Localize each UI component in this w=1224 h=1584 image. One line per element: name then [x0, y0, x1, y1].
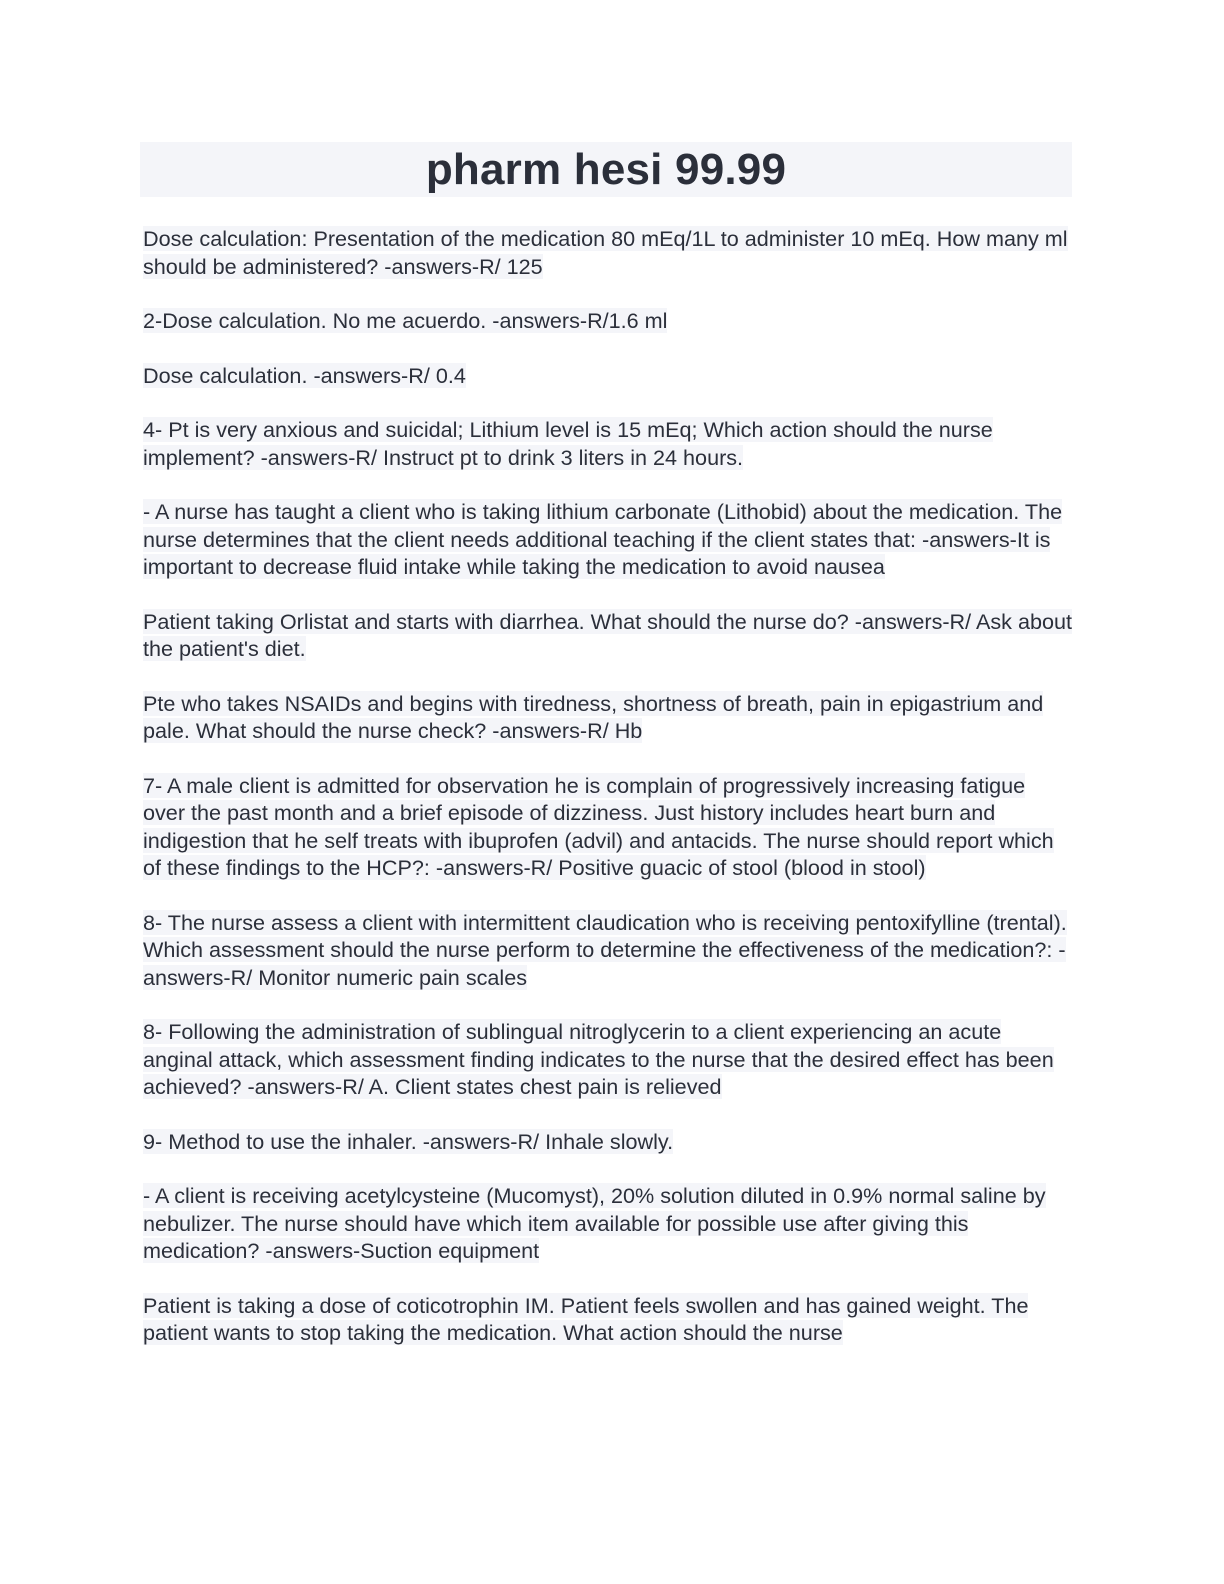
qa-text: 7- A male client is admitted for observation he is complain of progressively increasing fatigue over the past month and a brief episode of dizziness. Just history includes heart burn and indigestion that he self treats with ibuprofen (advil) and antacids. The nurse should report which of these findings to the HCP?: -answers-R/ Positive guacic of stool (blood in stool) — [143, 772, 1054, 880]
qa-item — [143, 498, 1072, 581]
qa-item — [143, 772, 1072, 882]
qa-text: - A nurse has taught a client who is taking lithium carbonate (Lithobid) about the medication. The nurse determines that the client needs additional teaching if the client states that: -answers-It is important to decrease fluid intake while taking the medication to avoid nausea — [143, 499, 1063, 579]
qa-text: Patient taking Orlistat and starts with diarrhea. What should the nurse do? -answers-R/ Ask about the patient's diet. — [143, 608, 1072, 661]
qa-list — [140, 225, 1072, 1347]
qa-item — [143, 225, 1072, 280]
qa-text: - A client is receiving acetylcysteine (Mucomyst), 20% solution diluted in 0.9% normal saline by nebulizer. The nurse should have which item available for possible use after giving this medication? -answers-Suction equipment — [143, 1183, 1046, 1263]
qa-text: Pte who takes NSAIDs and begins with tiredness, shortness of breath, pain in epigastrium and pale. What should the nurse check? -answers-R/ Hb — [143, 690, 1044, 743]
qa-item — [143, 1292, 1072, 1347]
qa-item — [143, 909, 1072, 992]
qa-item — [143, 690, 1072, 745]
qa-item — [143, 416, 1072, 471]
qa-text: Dose calculation. -answers-R/ 0.4 — [143, 362, 466, 388]
qa-item — [143, 1182, 1072, 1265]
title-bar — [140, 142, 1072, 197]
qa-item — [143, 1018, 1072, 1101]
qa-text: 8- The nurse assess a client with intermittent claudication who is receiving pentoxifylline (trental). Which assessment should the nurse perform to determine the effectiveness of the medication?: -answers-R/ Monitor numeric pain scales — [143, 909, 1067, 990]
qa-text: 9- Method to use the inhaler. -answers-R/ Inhale slowly. — [143, 1128, 674, 1154]
qa-text: Dose calculation: Presentation of the medication 80 mEq/1L to administer 10 mEq. How many ml should be administered? -answers-R/ 125 — [143, 226, 1068, 279]
qa-item — [143, 307, 1072, 335]
qa-text: 8- Following the administration of sublingual nitroglycerin to a client experiencing an acute anginal attack, which assessment finding indicates to the nurse that the desired effect has been achieved? -answers-R/ A. Client states chest pain is relieved — [143, 1019, 1054, 1099]
qa-item — [143, 1128, 1072, 1156]
qa-text: 4- Pt is very anxious and suicidal; Lithium level is 15 mEq; Which action should the nurse implement? -answers-R/ Instruct pt to drink 3 liters in 24 hours. — [143, 417, 993, 470]
qa-text: 2-Dose calculation. No me acuerdo. -answers-R/1.6 ml — [143, 308, 668, 333]
document-title: pharm hesi 99.99 — [425, 144, 787, 194]
qa-text: Patient is taking a dose of coticotrophin IM. Patient feels swollen and has gained weight. The patient wants to stop taking the medication. What action should the nurse — [143, 1292, 1029, 1345]
document-page — [140, 142, 1072, 1374]
qa-item — [143, 608, 1072, 663]
qa-item — [143, 362, 1072, 390]
